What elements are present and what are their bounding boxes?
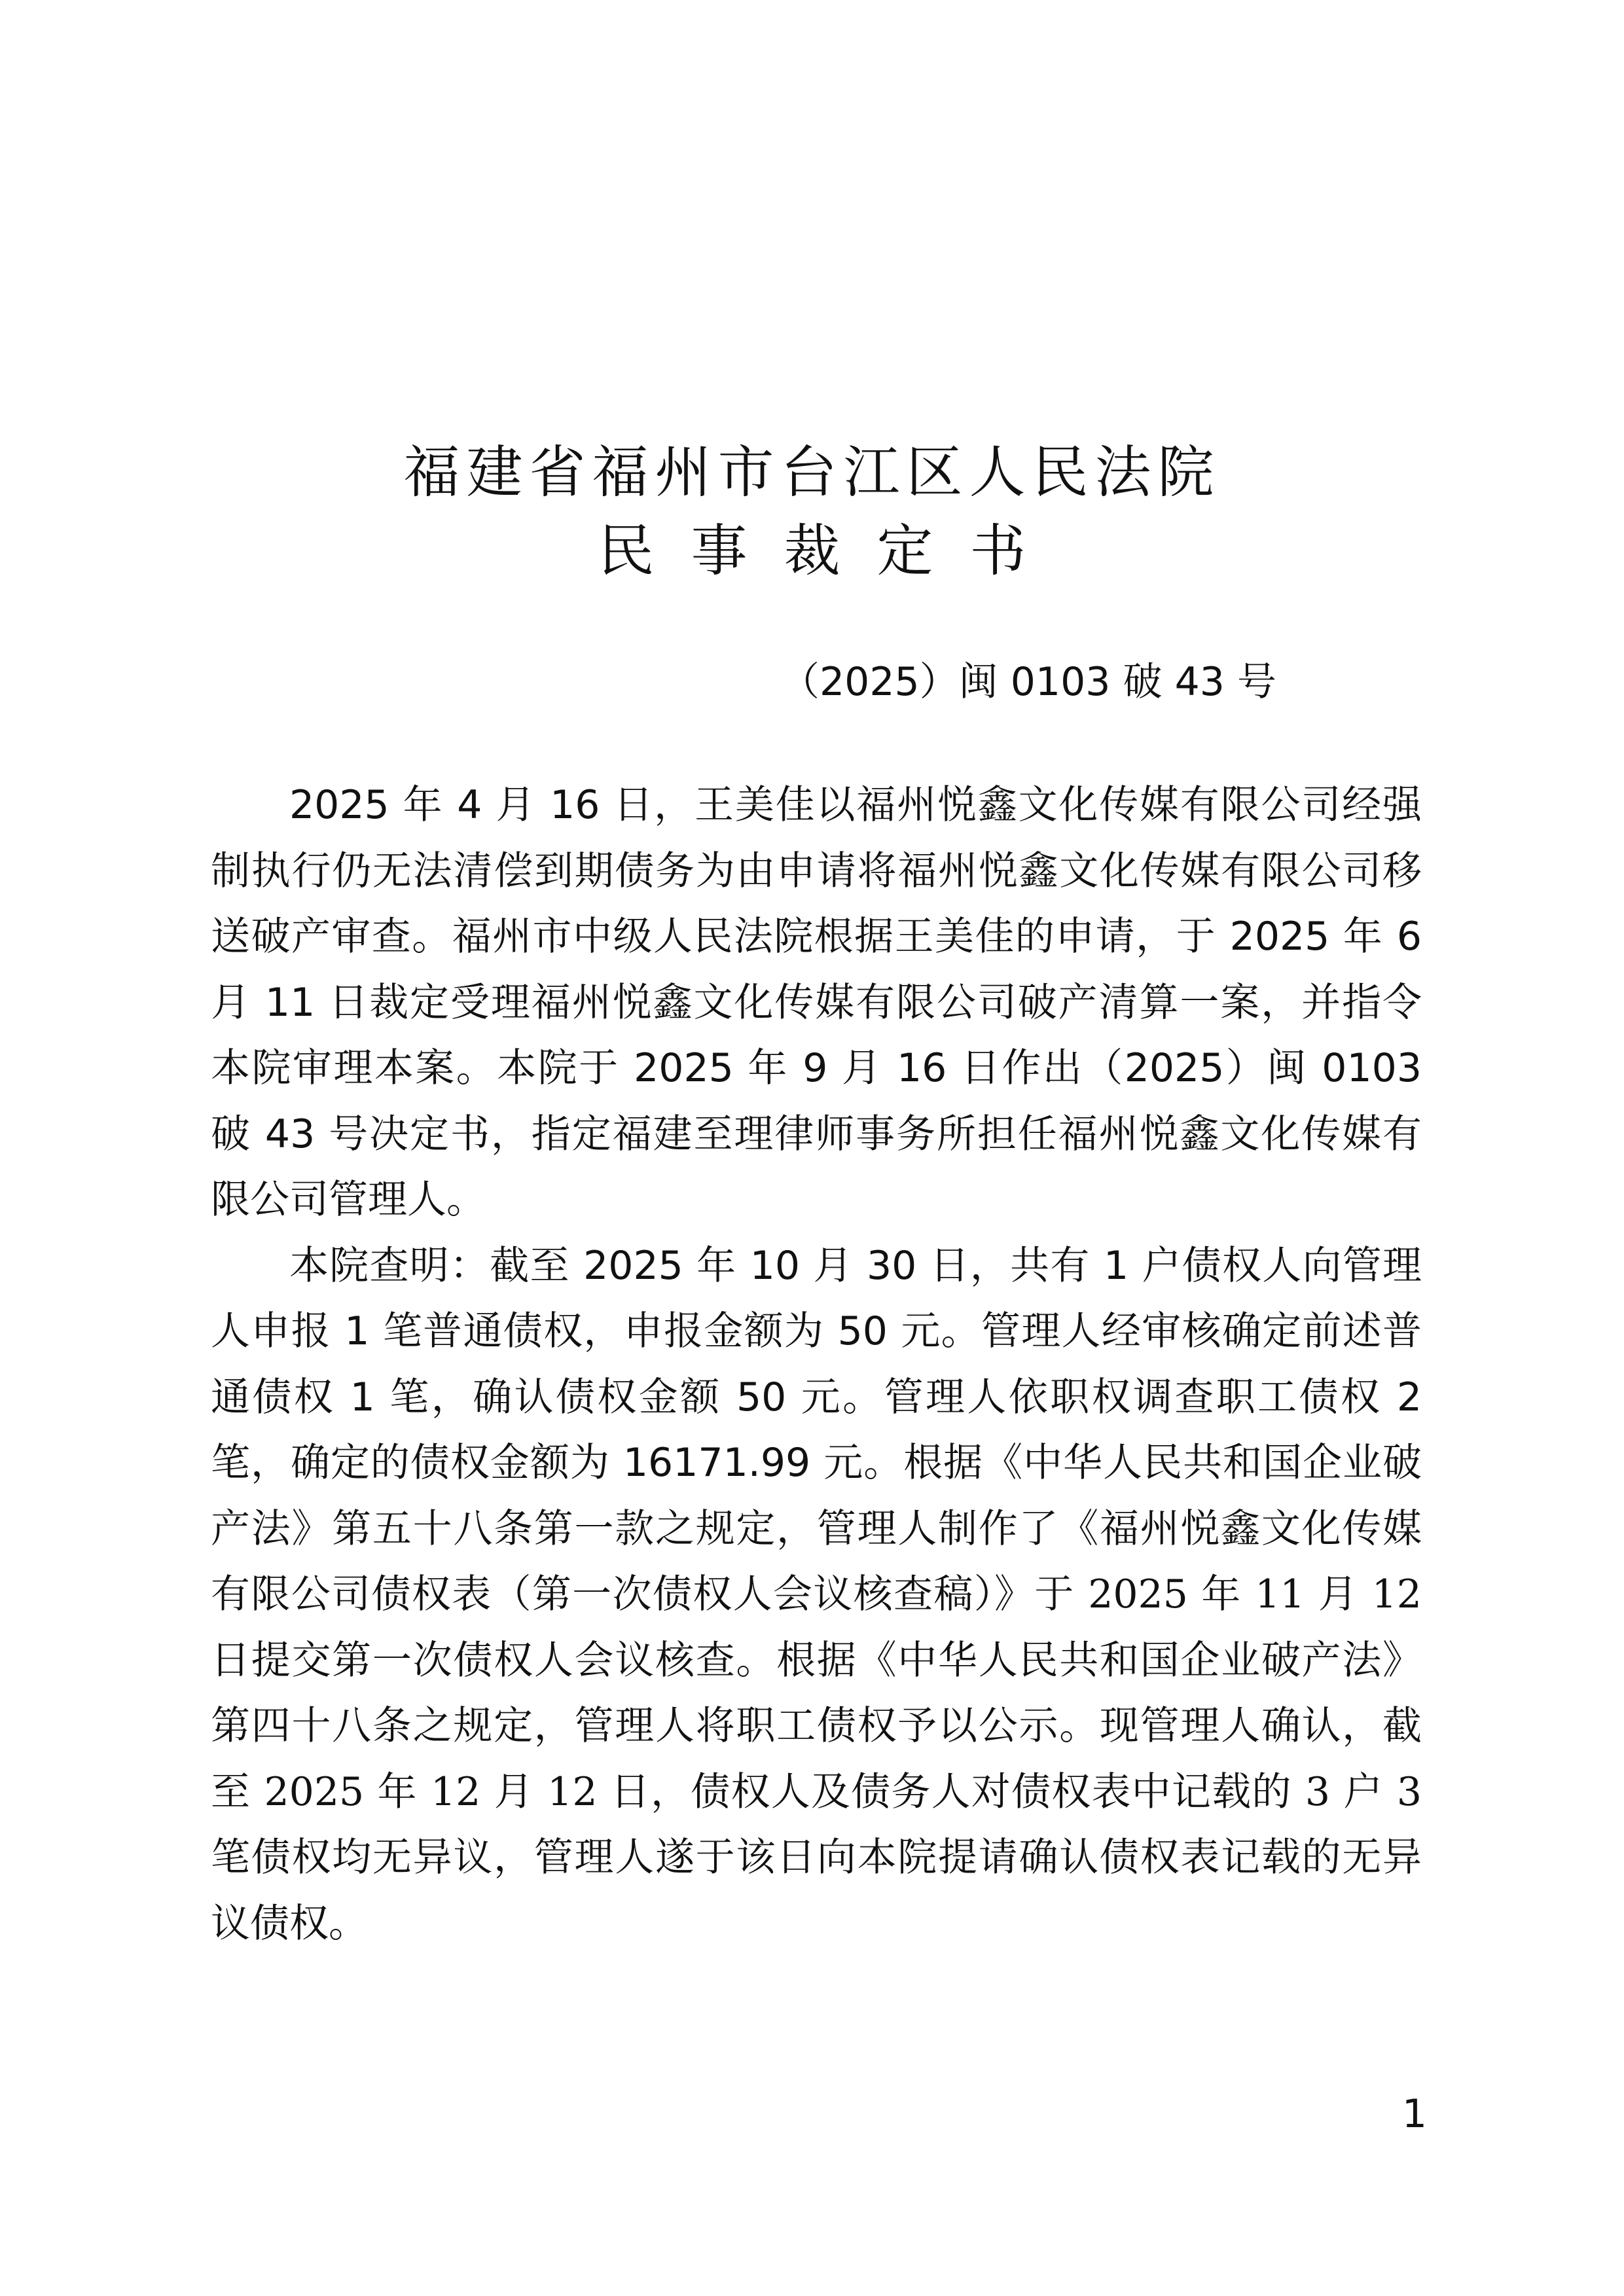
page-number: 1: [1401, 2091, 1427, 2137]
court-name-title: 福建省福州市台江区人民法院: [403, 440, 1221, 505]
document-body: [211, 772, 1422, 1956]
document-type-title: 民事裁定书: [598, 518, 1063, 584]
case-number: （2025）闽 0103 破 43 号: [780, 659, 1276, 705]
findings-text-part-2: 管理人制作了《福州悦鑫文化传媒有限公司债权表（第一次债权人会议核查稿）》于 2025 年 11 月 12 日提交第一次债权人会议核查。根据《中华人民共和国企业破产法》第四十八条之规定，管理人将职工债权予以公示。现管理人确认，截至 2025 年 12 月 12 日，债权人及债务人对债权表中记载的 3 户 3 笔债权均无异议，管理人遂于该日向本院提请确认债权表记载的无异议债权。: [211, 1505, 1422, 1946]
paragraph-findings: [211, 1233, 1422, 1957]
paragraph-case-background: 2025 年 4 月 16 日，王美佳以福州悦鑫文化传媒有限公司经强制执行仍无法清偿到期债务为由申请将福州悦鑫文化传媒有限公司移送破产审查。福州市中级人民法院根据王美佳的申请，于 2025 年 6 月 11 日裁定受理福州悦鑫文化传媒有限公司破产清算一案，并指令本院审理本案。本院于 2025 年 9 月 16 日作出（2025）闽 0103 破 43 号决定书，指定福建至理律师事务所担任福州悦鑫文化传媒有限公司管理人。: [211, 782, 1422, 1223]
findings-text-part-1: 本院查明：截至 2025 年 10 月 30 日，共有 1 户债权人向管理人申报 1 笔普通债权，申报金额为 50 元。管理人经审核确定前述普通债权 1 笔，确认债权金额 50 元。管理人依职权调查职工债权 2 笔，确定的债权金额为 16171.99 元。根据《中华人民共和国企业破产法》第五十八条第一款之规定，: [211, 1242, 1422, 1552]
